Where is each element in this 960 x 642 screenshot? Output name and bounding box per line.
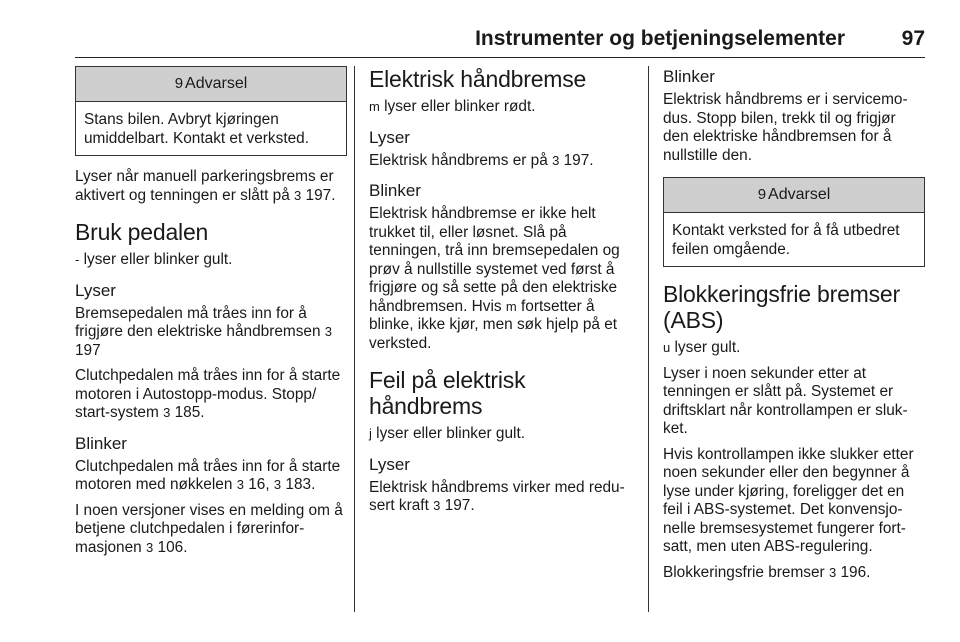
section-heading: Bruk pedalen: [75, 219, 209, 245]
page-reference[interactable]: 197.: [305, 186, 336, 204]
paragraph: [369, 205, 641, 353]
paragraph: [75, 305, 347, 361]
indicator-text: lyser eller blinker gult.: [376, 425, 526, 442]
ref-arrow-icon: 3: [433, 498, 441, 513]
page-header: [75, 25, 925, 58]
subheading: Blinker: [663, 67, 715, 86]
paragraph-text: Blokkeringsfrie bremser: [663, 563, 825, 581]
warning-body: Stans bilen. Avbryt kjøringen umiddelbart. Kontakt et verksted.: [84, 111, 309, 147]
page-reference[interactable]: 16,: [248, 476, 270, 493]
column-1: [75, 66, 347, 564]
column-2: [369, 66, 641, 523]
paragraph: [663, 564, 925, 583]
indicator-line: [663, 339, 925, 358]
warning-icon: 9: [174, 75, 184, 92]
warning-title: [664, 178, 924, 213]
paragraph-text: I noen versjoner vises en melding om å betjene clutchpedalen i førerinfor- masjonen: [75, 501, 343, 556]
paragraph-text: Elektrisk håndbremse er ikke helt trukket til, eller løsnet. Slå på tenningen, trå inn bremsepedalen og prøv å nullstille systemet ved først å frigjøre og så sette på den elektriske håndbremsen. Hvis: [369, 205, 620, 315]
indicator-line: [75, 251, 347, 270]
ref-arrow-icon: 3: [163, 405, 171, 420]
page-reference[interactable]: 185.: [174, 404, 205, 421]
ref-arrow-icon: 3: [828, 564, 837, 580]
warning-body: Kontakt verksted for å få utbedret feilen omgående.: [672, 222, 900, 258]
warning-title-text: Advarsel: [768, 186, 831, 203]
column-divider: [648, 66, 649, 612]
paragraph-text: Bremsepedalen må tråes inn for å frigjøre den elektriske håndbremsen: [75, 304, 321, 340]
warning-title-text: Advarsel: [185, 75, 248, 92]
paragraph-text: Lyser når manuell parkeringsbrems er aktivert og tenningen er slått på: [75, 168, 334, 204]
paragraph-text: Elektrisk håndbrems virker med redu- sert kraft: [369, 478, 625, 514]
warning-box: [663, 177, 925, 267]
brake-pedal-icon: -: [75, 252, 80, 267]
brake-fault-icon: j: [369, 426, 372, 441]
paragraph: Hvis kontrollampen ikke slukker etter noen sekunder eller den begynner å lyse under kjøring, foreligger det en feil i ABS-systemet. Det konvensjo- nelle bremsesystemet fungerer fort- satt, men uten ABS-regulering.: [663, 445, 914, 555]
ref-arrow-icon: 3: [324, 324, 333, 339]
page-reference[interactable]: 197.: [444, 497, 475, 514]
page-reference[interactable]: 183.: [285, 476, 316, 493]
ref-arrow-icon: 3: [294, 187, 302, 203]
paragraph: Lyser i noen sekunder etter at tenningen er slått på. Systemet er driftsklart når kontrollampen er sluk- ket.: [663, 364, 908, 437]
indicator-text: lyser eller blinker rødt.: [384, 98, 536, 115]
ref-arrow-icon: 3: [273, 477, 282, 492]
subheading: Lyser: [369, 454, 410, 474]
parking-brake-icon: m: [505, 298, 517, 314]
subheading: Lyser: [75, 280, 116, 300]
warning-title: [76, 67, 346, 102]
paragraph: [75, 458, 347, 495]
abs-icon: u: [663, 340, 671, 355]
paragraph: [369, 479, 641, 516]
indicator-text: lyser gult.: [674, 339, 741, 356]
subheading: Lyser: [369, 127, 410, 147]
warning-icon: 9: [757, 186, 767, 203]
subheading: Blinker: [369, 181, 421, 200]
page-reference[interactable]: 106.: [157, 538, 188, 556]
section-heading: Elektrisk håndbremse: [369, 66, 587, 92]
paragraph: [75, 367, 347, 423]
page-reference[interactable]: 197: [75, 341, 101, 359]
column-divider: [354, 66, 355, 612]
paragraph-text: Elektrisk håndbrems er på: [369, 151, 548, 169]
paragraph: [369, 152, 641, 171]
paragraph-text: Clutchpedalen må tråes inn for å starte motoren med nøkkelen: [75, 457, 341, 493]
page-reference[interactable]: 197.: [563, 151, 594, 169]
page-title: Instrumenter og betjeningselementer: [475, 27, 845, 50]
column-3: [663, 66, 925, 589]
parking-brake-icon: m: [369, 99, 380, 114]
ref-arrow-icon: 3: [236, 477, 244, 492]
subheading: Blinker: [75, 433, 127, 453]
paragraph: [75, 502, 347, 558]
page-number: 97: [901, 27, 925, 50]
paragraph-text: Clutchpedalen må tråes inn for å starte motoren i Autostopp-modus. Stopp/ start-system: [75, 367, 341, 421]
indicator-line: [369, 425, 641, 444]
section-heading: Blokkeringsfrie bremser (ABS): [663, 281, 900, 333]
paragraph: Elektrisk håndbrems er i servicemo- dus. Stopp bilen, trekk til og frigjør den elektriske håndbremsen for å nullstille den.: [663, 91, 908, 164]
ref-arrow-icon: 3: [146, 539, 154, 555]
indicator-text: lyser eller blinker gult.: [83, 251, 233, 268]
ref-arrow-icon: 3: [552, 152, 560, 168]
paragraph-text: fortsetter å blinke, ikke kjør, men søk hjelp på et verksted.: [369, 297, 618, 352]
paragraph: [75, 168, 347, 205]
indicator-line: [369, 98, 641, 117]
page-reference[interactable]: 196.: [840, 563, 871, 581]
section-heading: Feil på elektrisk håndbrems: [369, 367, 526, 419]
warning-box: [75, 66, 347, 156]
